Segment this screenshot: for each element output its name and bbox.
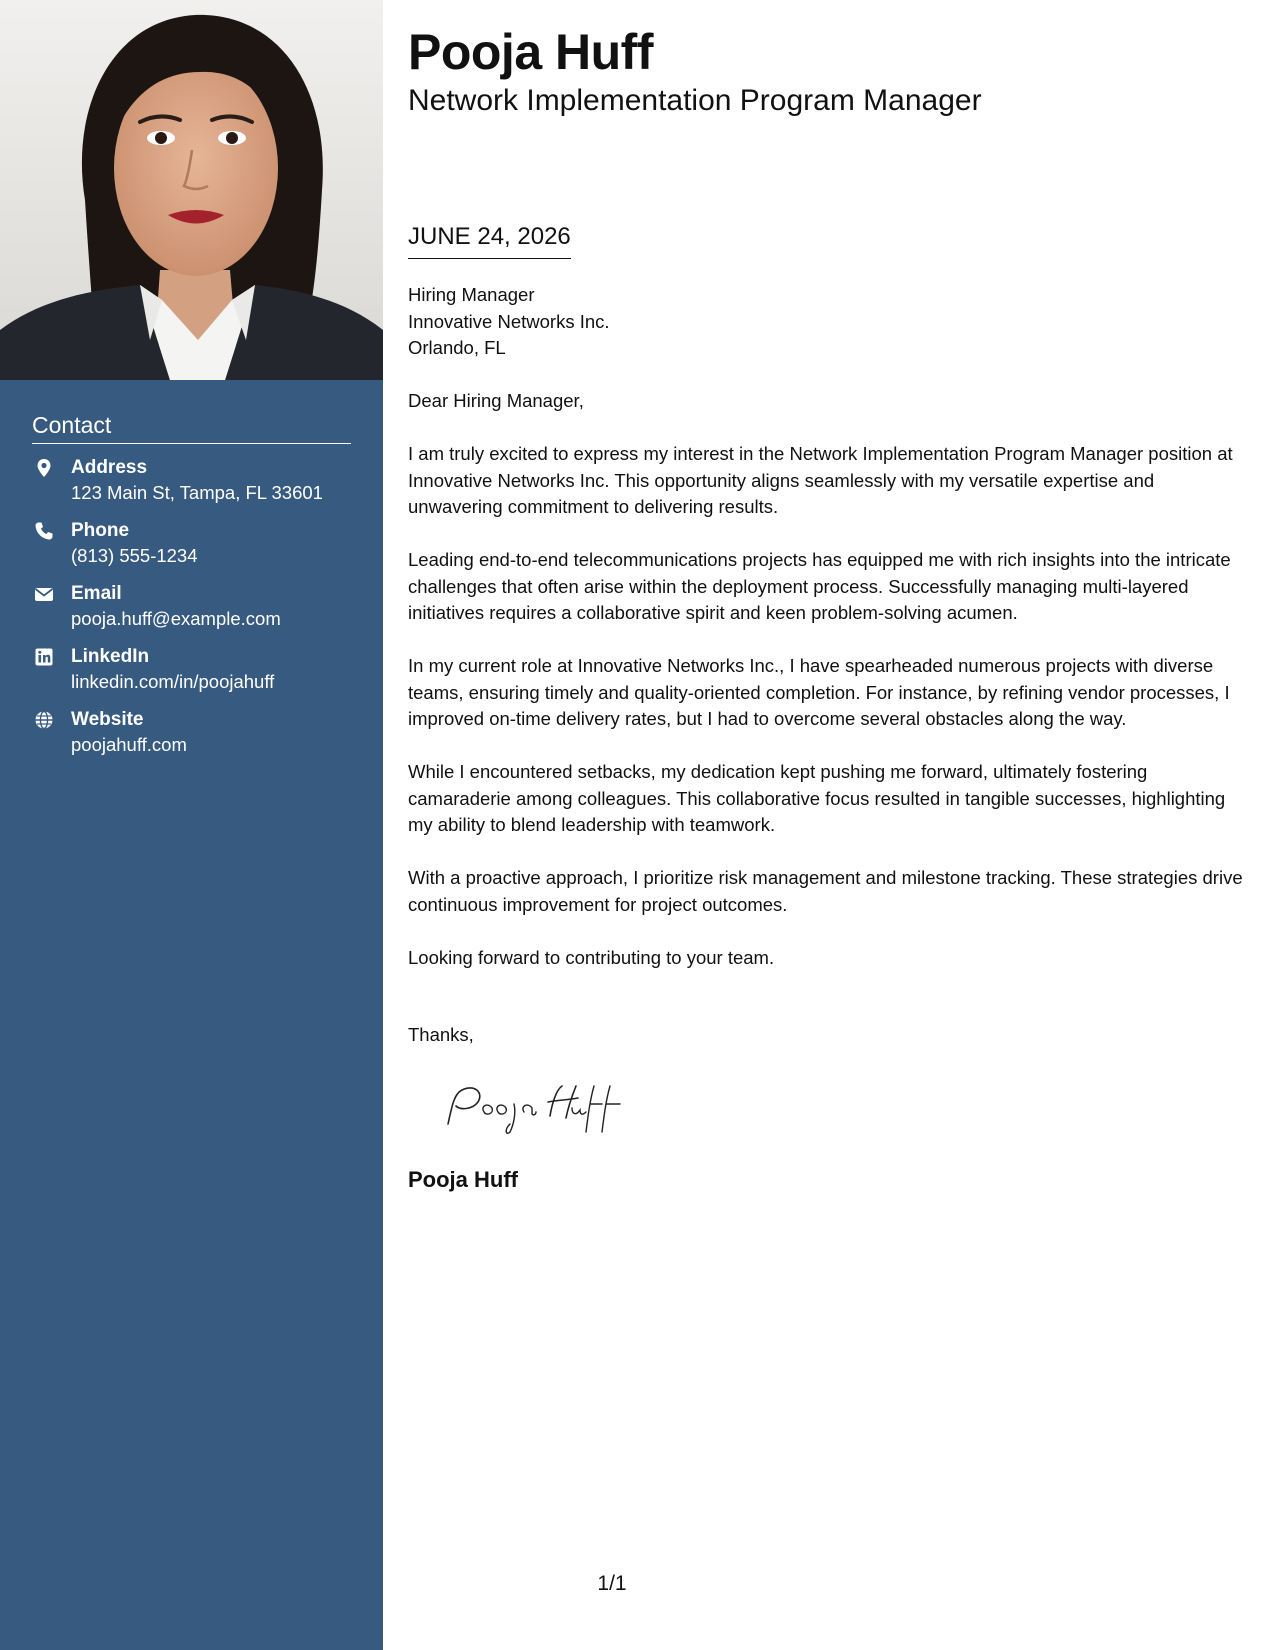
phone-label: Phone bbox=[71, 520, 130, 541]
job-title: Network Implementation Program Manager bbox=[408, 84, 982, 117]
address-label: Address bbox=[71, 457, 148, 478]
body-paragraph: Looking forward to contributing to your team. bbox=[408, 946, 775, 968]
recipient-line: Orlando, FL bbox=[408, 337, 506, 358]
page-number: 1/1 bbox=[597, 1572, 627, 1595]
contact-item-website bbox=[32, 708, 351, 771]
linkedin-value[interactable]: linkedin.com/in/poojahuff bbox=[71, 671, 275, 692]
body-paragraph: Leading end-to-end telecommunications projects has equipped me with rich insights into the intricate challenges that often arise within the deployment process. Successfully managing multi-layered initiatives requires a collaborative spirit and keen problem-solving acumen. bbox=[408, 549, 1231, 623]
email-label: Email bbox=[71, 583, 122, 604]
contact-section bbox=[32, 412, 351, 771]
body-paragraph: In my current role at Innovative Networks Inc., I have spearheaded numerous projects with diverse teams, ensuring timely and quality-oriented completion. For instance, by refining vendor processes, I improved on-time delivery rates, but I had to overcome several obstacles along the way. bbox=[408, 655, 1230, 729]
body-paragraph: While I encountered setbacks, my dedication kept pushing me forward, ultimately fostering camaraderie among colleagues. This collaborative focus resulted in tangible successes, highlighting my ability to blend leadership with teamwork. bbox=[408, 761, 1226, 835]
closing: Thanks, bbox=[408, 1024, 474, 1045]
letter-body bbox=[408, 441, 1248, 998]
contact-item-address bbox=[32, 456, 351, 519]
salutation: Dear Hiring Manager, bbox=[408, 390, 584, 411]
linkedin-label: LinkedIn bbox=[71, 646, 150, 667]
phone-value: (813) 555-1234 bbox=[71, 545, 198, 566]
map-marker-icon bbox=[34, 458, 54, 478]
body-paragraph: I am truly excited to express my interest in the Network Implementation Program Manager position at Innovative Networks Inc. This opportunity aligns seamlessly with my versatile expertise and unwavering commitment to delivering results. bbox=[408, 443, 1233, 517]
letter-date: JUNE 24, 2026 bbox=[408, 222, 571, 259]
contact-item-email bbox=[32, 582, 351, 645]
globe-icon bbox=[34, 710, 54, 730]
contact-item-phone bbox=[32, 519, 351, 582]
website-label: Website bbox=[71, 709, 144, 730]
email-value[interactable]: pooja.huff@example.com bbox=[71, 608, 281, 629]
contact-heading: Contact bbox=[32, 412, 351, 444]
envelope-icon bbox=[34, 584, 54, 604]
address-value: 123 Main St, Tampa, FL 33601 bbox=[71, 482, 323, 503]
handwritten-signature bbox=[440, 1076, 640, 1136]
phone-icon bbox=[34, 521, 54, 541]
sidebar bbox=[0, 0, 383, 1650]
body-paragraph: With a proactive approach, I prioritize risk management and milestone tracking. These strategies drive continuous improvement for project outcomes. bbox=[408, 867, 1243, 915]
contact-item-linkedin bbox=[32, 645, 351, 708]
recipient-block bbox=[408, 282, 610, 362]
signer-name: Pooja Huff bbox=[408, 1167, 518, 1192]
linkedin-icon bbox=[34, 647, 54, 667]
recipient-line: Innovative Networks Inc. bbox=[408, 310, 610, 332]
website-value[interactable]: poojahuff.com bbox=[71, 734, 187, 755]
applicant-name: Pooja Huff bbox=[408, 24, 653, 80]
profile-photo bbox=[0, 0, 383, 380]
recipient-line: Hiring Manager bbox=[408, 284, 535, 305]
